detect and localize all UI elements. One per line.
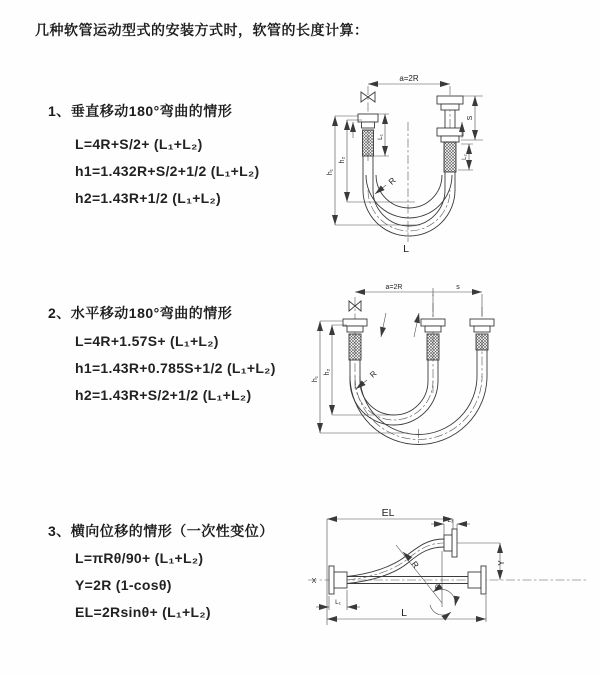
section-2-formula-h1: h1=1.43R+0.785S+1/2 (L₁+L₂) <box>75 360 276 376</box>
radius-callout <box>375 175 398 194</box>
centerlines <box>368 86 450 242</box>
dim-label-L1: L₁ <box>377 134 384 140</box>
dim-label-L2: L₂ <box>447 517 454 524</box>
dim-label-a2R: a=2R <box>385 284 403 291</box>
section-2-formula-L: L=4R+1.57S+ (L₁+L₂) <box>75 333 219 349</box>
diagram-lateral-displacement <box>300 503 593 665</box>
radius-label: R <box>409 559 422 571</box>
dim-label-L: L <box>401 607 407 619</box>
left-flange <box>329 566 347 594</box>
diagram-vertical-180-bend <box>315 70 573 258</box>
dim-label-Y: Y <box>497 560 506 566</box>
middle-fitting <box>421 319 445 360</box>
centerlines <box>355 297 482 444</box>
section-1-formula-L: L=4R+S/2+ (L₁+L₂) <box>75 136 203 152</box>
section-3-formula-Y: Y=2R (1-cosθ) <box>75 577 172 593</box>
dim-label-h2: h₂ <box>339 156 346 164</box>
upper-right-flange <box>444 529 457 557</box>
radius-label: R <box>368 369 379 380</box>
section-1-heading: 1、垂直移动180°弯曲的情形 <box>48 103 233 119</box>
diagram-horizontal-180-bend <box>308 281 585 463</box>
centerline <box>308 578 586 585</box>
braid-sleeve <box>363 130 374 156</box>
section-3-formula-L: L=πRθ/90+ (L₁+L₂) <box>75 550 204 566</box>
radius-label: R <box>386 175 398 187</box>
braid-sleeve <box>444 142 456 172</box>
section-2-heading: 2、水平移动180°弯曲的情形 <box>48 305 233 321</box>
movement-arrows <box>381 313 419 337</box>
dimension-a2R <box>355 284 482 317</box>
lower-right-flange <box>468 566 486 594</box>
page-title: 几种软管运动型式的安装方式时，软管的长度计算： <box>35 22 369 38</box>
dimension-L1 <box>316 590 360 610</box>
dim-label-h1: h₁ <box>312 375 319 383</box>
dim-label-h2: h₂ <box>324 368 331 376</box>
dim-label-L1: L₁ <box>335 599 341 606</box>
left-fitting <box>358 114 378 156</box>
dimension-h2 <box>339 120 415 202</box>
section-3-formula-EL: EL=2Rsinθ+ (L₁+L₂) <box>75 604 211 620</box>
dim-label-a2R: a=2R <box>399 74 419 83</box>
dim-label-EL: EL <box>381 507 395 519</box>
right-fitting <box>470 319 494 350</box>
radius-callout <box>356 369 379 389</box>
dimension-a2R <box>368 74 450 84</box>
axis-mark-label: X <box>311 578 317 585</box>
dim-label-L2: L₂ <box>462 154 468 160</box>
angle-label-theta: θ <box>435 585 439 592</box>
dimension-L2 <box>458 144 473 170</box>
dim-label-s: s <box>456 284 460 291</box>
dimension-S <box>461 96 483 140</box>
section-2-formula-h2: h2=1.43R+S/2+1/2 (L₁+L₂) <box>75 387 252 403</box>
length-label-L: L <box>403 243 409 255</box>
dimension-L <box>327 595 486 622</box>
section-1-formula-h2: h2=1.43R+1/2 (L₁+L₂) <box>75 190 222 206</box>
dim-label-S: S <box>467 115 474 121</box>
section-1-formula-h1: h1=1.432R+S/2+1/2 (L₁+L₂) <box>75 163 260 179</box>
dim-label-h1: h₁ <box>327 168 334 176</box>
dimension-L2 <box>431 517 470 535</box>
hose-u-bend <box>363 156 455 236</box>
right-fitting-positions <box>437 96 463 172</box>
section-3-heading: 3、横向位移的情形（一次性变位） <box>48 523 274 539</box>
